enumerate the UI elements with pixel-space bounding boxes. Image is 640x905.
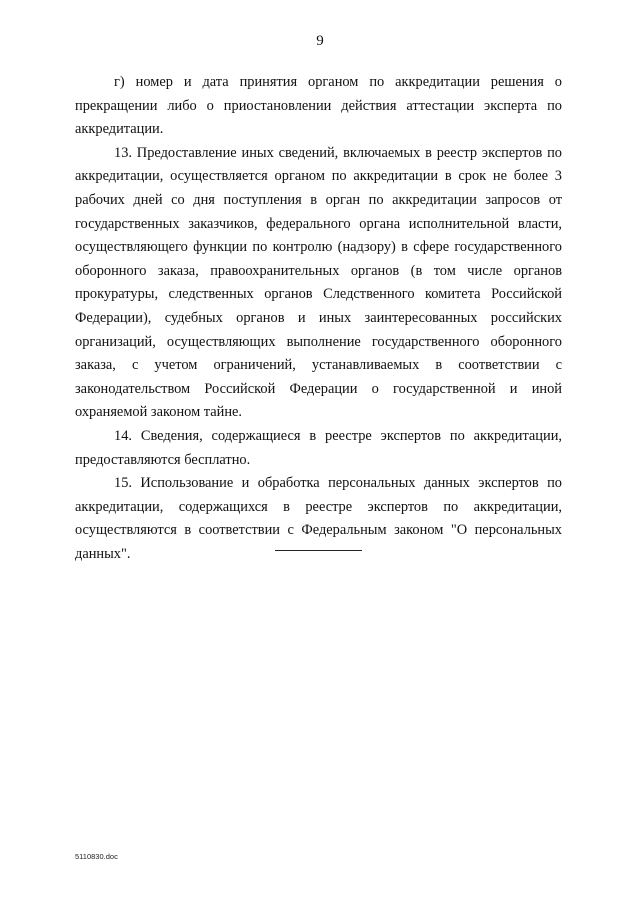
paragraph-13: 13. Предоставление иных сведений, включаемых в реестр экспертов по аккредитации, осуществляется органом по аккредитации в срок не более 3 рабочих дней со дня поступления в орган по аккредитации запросов от государственных заказчиков, федерального органа исполнительной власти, осуществляющего функции по контролю (надзору) в сфере государственного оборонного заказа, правоохранительных органов (в том числе органов прокуратуры, следственных органов Следственного комитета Российской Федерации), судебных органов и иных заинтересованных российских организаций, осуществляющих выполнение государственного оборонного заказа, с учетом ограничений, устанавливаемых в соответствии с законодательством Российской Федерации о государственной и иной охраняемой законом тайне. [75, 144, 562, 421]
paragraph-14: 14. Сведения, содержащиеся в реестре экспертов по аккредитации, предоставляются бесплатно. [75, 427, 562, 468]
paragraph-15: 15. Использование и обработка персональных данных экспертов по аккредитации, содержащихся в реестре экспертов по аккредитации, осуществляются в соответствии с Федеральным законом "О персональных данных". [75, 475, 562, 562]
page-number: 9 [316, 33, 324, 49]
paragraph-item-g: г) номер и дата принятия органом по аккредитации решения о прекращении либо о приостановлении действия аттестации эксперта по аккредитации. [75, 74, 562, 138]
document-body [75, 71, 562, 566]
end-divider [275, 550, 362, 551]
file-code: 5110830.doc [75, 852, 118, 861]
